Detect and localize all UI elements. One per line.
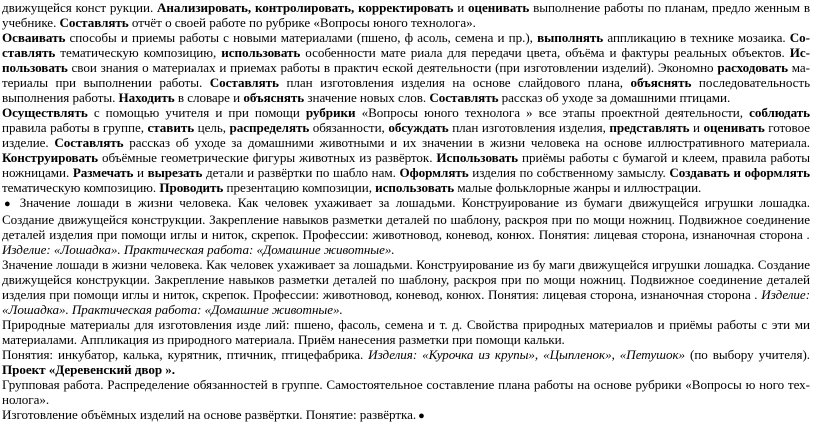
bold-text-run: Осуществлять [2, 105, 88, 120]
text-run: обязанности, [309, 120, 389, 135]
text-run: цель, [194, 120, 230, 135]
bullet-icon: ● [418, 410, 425, 422]
bold-text-run: соблюдать [749, 105, 810, 120]
bold-text-run: Использовать [436, 150, 519, 165]
text-run: Групповая работа. Распределение обязанностей в группе. Самостоятельное составление плана работы на основе рубрики «Вопросы ю ного тех-нолога». [2, 377, 810, 407]
text-run: выполнение работы по планам, предло женным в учебнике. [2, 0, 810, 30]
bold-text-run: ставить [147, 120, 195, 135]
text-run: ма-териалы при выполнении работы. [2, 60, 810, 90]
bold-text-run: Составлять [429, 90, 499, 105]
text-run: детали и развёртки по шабло нам. [202, 165, 400, 180]
paragraph-p8 [2, 377, 810, 407]
text-run: и [689, 120, 704, 135]
text-run: Понятия: инкубатор, калька, курятник, птичник, птицефабрика. [2, 347, 369, 362]
text-run: приёмы работы с бумагой и клеем, правила работы ножницами. [2, 150, 811, 180]
bold-text-run: Со-ставлять [2, 30, 810, 60]
bold-text-run: Оформлять [399, 165, 469, 180]
text-run: и [453, 0, 469, 15]
text-run: (по выбору учителя). [685, 347, 810, 362]
text-run: план изготовления изделия на основе слайдового плана, [278, 75, 631, 90]
bold-text-run: Размечать [72, 165, 134, 180]
paragraph-p5 [2, 257, 810, 317]
text-run: в словаре и [174, 90, 244, 105]
text-run: движущейся конст рукции. [2, 0, 158, 15]
text-run: и [133, 165, 148, 180]
bold-text-run: обсуждать [388, 120, 449, 135]
paragraph-p4 [2, 195, 810, 257]
bold-text-run: оценивать [703, 120, 765, 135]
italic-text-run: . Изделие: «Лошадка». Практическая работа: «Домашние животные». [2, 287, 811, 317]
text-run: рассказ об уходе за домашними птицами. [498, 90, 731, 105]
text-run: Изготовление объёмных изделий на основе развёртки. Понятие: развёртка. [2, 407, 417, 422]
paragraph-p7 [2, 347, 810, 377]
bold-text-run: представлять [609, 120, 690, 135]
paragraph-p9 [2, 407, 810, 424]
text-run: особенности мате риала для передачи цвета, объёма и фактуры реальных объектов. [300, 45, 790, 60]
bold-text-run: использовать [221, 45, 301, 60]
text-run: с помощью учителя и при помощи [87, 105, 306, 120]
bold-text-run: оценивать [468, 0, 530, 15]
text-run: презентацию композиции, [223, 180, 376, 195]
bold-text-run: Ис-пользовать [2, 45, 810, 75]
text-run: аппликацию в технике мозаика. [603, 30, 790, 45]
bold-text-run: расходовать [717, 60, 788, 75]
bold-text-run: объяснять [630, 75, 692, 90]
text-run: Природные материалы для изготовления изде лий: пшено, фасоль, семена и т. д. Свойства природных материалов и приёмы работы с эти ми материалами. Аппликация из природного материала. Приём нанесения разметки при помощи кальки. [2, 317, 810, 347]
text-run: план изготовления изделия, [448, 120, 610, 135]
text-run: тематическую композицию. [2, 180, 160, 195]
text-run: последовательность выполнения работы. [2, 75, 811, 105]
bold-text-run: Конструировать [2, 150, 98, 165]
text-run: Значение лошади в жизни человека. Как человек ухаживает за лошадьми. Конструирование из бу маги движущейся игрушки лошадка. Создание движущейся конструкции. Закрепление навыков разметки деталей по шаблону, раскроя при по мощи ножниц. Подвижное соединение деталей изделия при помощи иглы и ниток, скрепок. Профессии: животновод, коневод, конюх. Понятия: лицевая сторона, изнаночная сторона [2, 257, 810, 302]
text-run: готовое изделие. [2, 120, 811, 150]
italic-text-run: . Изделие: «Лошадка». Практическая работа: «Домашние животные». [2, 227, 810, 257]
bold-text-run: рубрики [305, 105, 356, 120]
bullet-icon: ● [4, 198, 14, 210]
bold-text-run: Проект «Деревенский двор ». [2, 362, 176, 377]
text-run: способы и приемы работы с новыми материалами (пшено, ф асоль, семена и пр.), [65, 30, 538, 45]
text-run: объёмные геометрические фигуры животных из развёрток. [97, 150, 437, 165]
bold-text-run: Находить [118, 90, 175, 105]
bold-text-run: Составлять [59, 15, 129, 30]
text-run: правила работы в группе, [2, 120, 148, 135]
paragraph-p1 [2, 0, 810, 30]
bold-text-run: выполнять [537, 30, 604, 45]
paragraph-p2 [2, 30, 810, 105]
text-run: значение новых слов. [304, 90, 430, 105]
bold-text-run: Составлять [209, 75, 279, 90]
bold-text-run: Осваивать [2, 30, 66, 45]
bold-text-run: распределять [229, 120, 310, 135]
bold-text-run: Создавать и оформлять [669, 165, 810, 180]
text-run: рассказ об уходе за домашними животными и их значении в жизни человека на основе иллюстративного материала. [123, 135, 810, 150]
text-run: изделия по собственному замыслу. [468, 165, 670, 180]
text-run: тематическую композицию, [55, 45, 222, 60]
paragraph-p6 [2, 317, 810, 347]
text-run: малые фольклорные жанры и иллюстрации. [454, 180, 702, 195]
bold-text-run: Анализировать, контролировать, корректировать [157, 0, 454, 15]
bold-text-run: объяснять [243, 90, 305, 105]
text-run: отчёт о своей работе по рубрике «Вопросы юного технолога». [128, 15, 476, 30]
bold-text-run: Проводить [159, 180, 224, 195]
text-run: Значение лошади в жизни человека. Как человек ухаживает за лошадьми. Конструирование из бумаги движущейся игрушки лошадка. Создание движущейся конструкции. Закрепление навыков разметки деталей по шаблону, раскроя при по мощи ножниц. Подвижное соединение деталей изделия при помощи иглы и ниток, скрепок. Профессии: животновод, коневод, конюх. Понятия: лицевая сторона, изнаночная сторона [2, 195, 810, 242]
text-run: «Вопросы юного технолога » все этапы проектной деятельности, [355, 105, 750, 120]
bold-text-run: Составлять [54, 135, 124, 150]
paragraph-p3 [2, 105, 810, 195]
italic-text-run: Изделия: «Курочка из крупы», «Цыпленок», «Петушок» [368, 347, 686, 362]
bold-text-run: вырезать [147, 165, 203, 180]
text-run: свои знания о материалах и приемах работы в практич еской деятельности (при изготовлении изделий). Экономно [67, 60, 718, 75]
bold-text-run: использовать [375, 180, 455, 195]
